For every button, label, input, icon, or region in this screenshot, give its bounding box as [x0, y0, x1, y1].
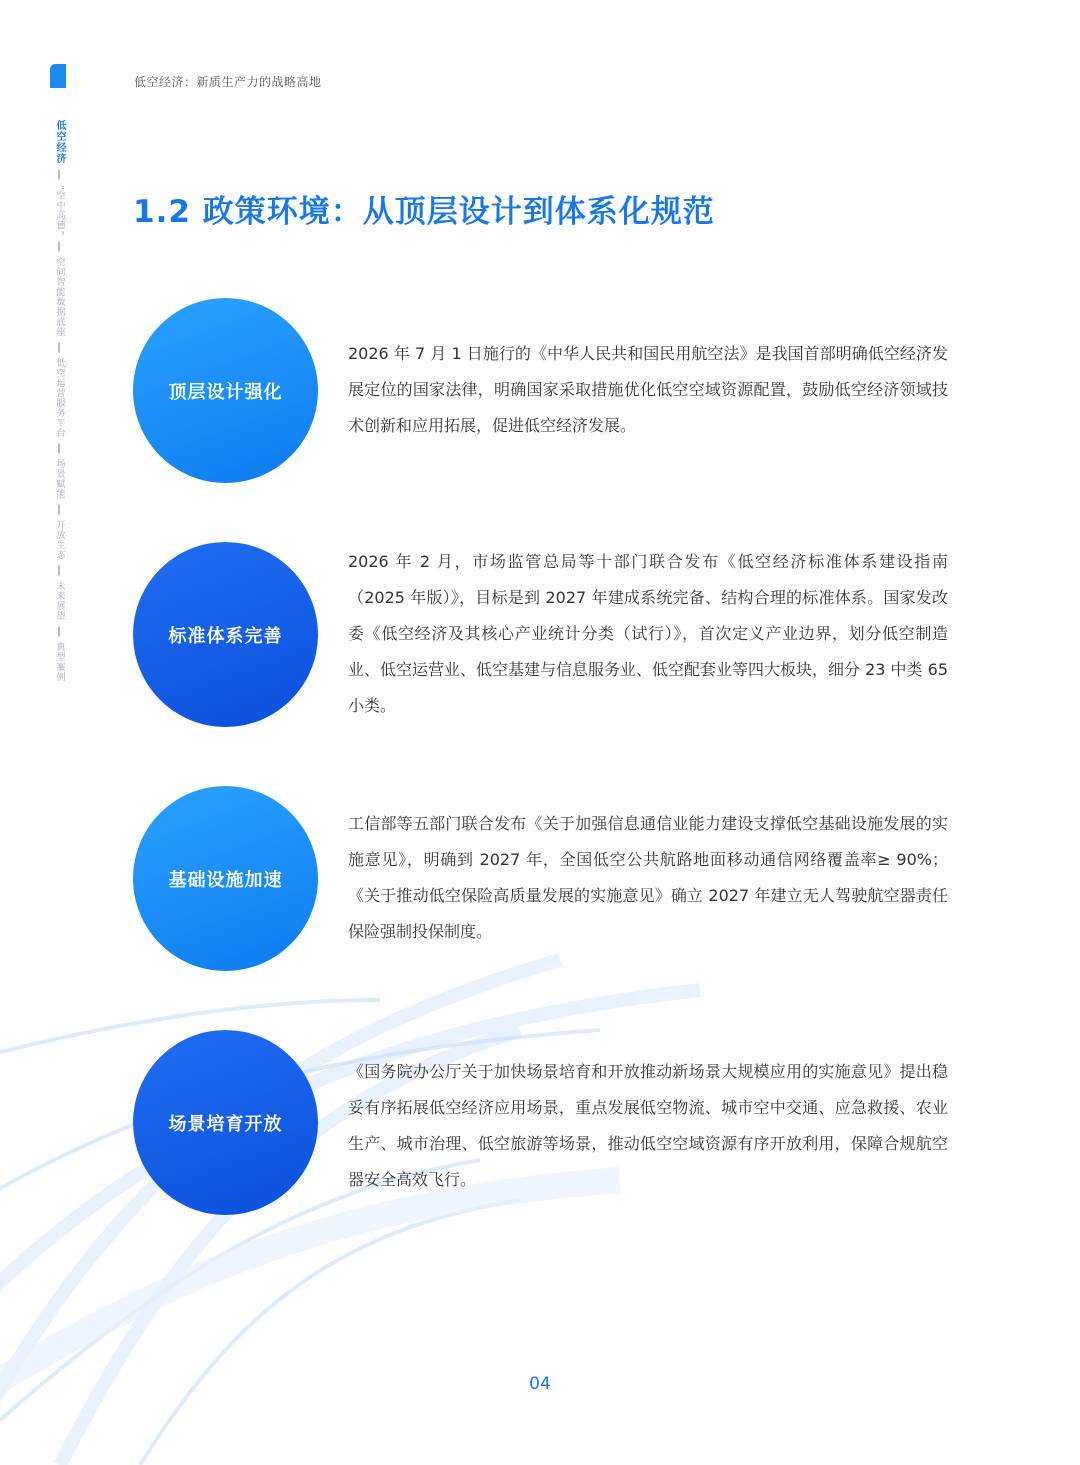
section-heading: 基础设施加速	[168, 869, 283, 891]
side-nav-separator	[59, 566, 60, 576]
side-nav-separator	[59, 505, 60, 515]
section-body-text: 2026 年 2 月，市场监管总局等十部门联合发布《低空经济标准体系建设指南（2025 年版）》，目标是到 2027 年建成系统完备、结构合理的标准体系。国家发改委《低空经济及其核心产业统计分类（试行）》，首次定义产业边界，划分低空制造业、低空运营业、低空基建与信息服务业、低空配套业等四大板块，细分 23 中类 65 小类。	[348, 552, 948, 715]
side-nav-item-cases[interactable]: 典型案例	[54, 642, 65, 683]
section-circle-badge	[133, 298, 318, 483]
side-chapter-nav	[44, 120, 74, 682]
side-nav-item-outlook[interactable]: 未来展望	[54, 581, 65, 622]
section-circle-badge	[133, 542, 318, 727]
side-nav-separator	[59, 444, 60, 454]
section-heading: 场景培育开放	[168, 1113, 283, 1135]
side-nav-separator	[59, 170, 60, 180]
section-body-text: 《国务院办公厅关于加快场景培育和开放推动新场景大规模应用的实施意见》提出稳妥有序拓展低空经济应用场景，重点发展低空物流、城市空中交通、应急救援、农业生产、城市治理、低空旅游等场景，推动低空空域资源有序开放利用，保障合规航空器安全高效飞行。	[348, 1062, 948, 1189]
section-heading: 顶层设计强化	[168, 381, 283, 403]
section-heading: 标准体系完善	[168, 625, 283, 647]
side-nav-separator	[59, 343, 60, 353]
side-nav-item-low-altitude-economy[interactable]: 低空经济	[54, 120, 65, 164]
side-nav-separator	[59, 627, 60, 637]
running-header: 低空经济：新质生产力的战略高地	[134, 75, 322, 89]
page-number: 04	[529, 1374, 551, 1394]
section-body-text: 2026 年 7 月 1 日施行的《中华人民共和国民用航空法》是我国首部明确低空经济发展定位的国家法律，明确国家采取措施优化低空空域资源配置，鼓励低空经济领域技术创新和应用拓展，促进低空经济发展。	[348, 344, 948, 435]
side-nav-separator	[59, 242, 60, 252]
side-nav-item-operation-platform[interactable]: 低空运营服务平台	[54, 358, 65, 439]
side-nav-item-spatial-data-base[interactable]: 空间智能数据底座	[54, 257, 65, 338]
side-nav-item-open-ecosystem[interactable]: 开放生态	[54, 520, 65, 561]
section-circle-badge	[133, 786, 318, 971]
section-body-text: 工信部等五部门联合发布《关于加强信息通信业能力建设支撑低空基础设施发展的实施意见》，明确到 2027 年，全国低空公共航路地面移动通信网络覆盖率≥ 90%；《关于推动低空保险高质量发展的实施意见》确立 2027 年建立无人驾驶航空器责任保险强制投保制度。	[348, 814, 948, 941]
corner-tab-marker	[50, 64, 66, 88]
side-nav-item-scenarios[interactable]: 场景赋能	[54, 459, 65, 500]
section-circle-badge	[133, 1030, 318, 1215]
page-title: 1.2 政策环境：从顶层设计到体系化规范	[133, 194, 715, 230]
side-nav-item-sky-amap[interactable]: “空中高德”	[54, 185, 65, 237]
